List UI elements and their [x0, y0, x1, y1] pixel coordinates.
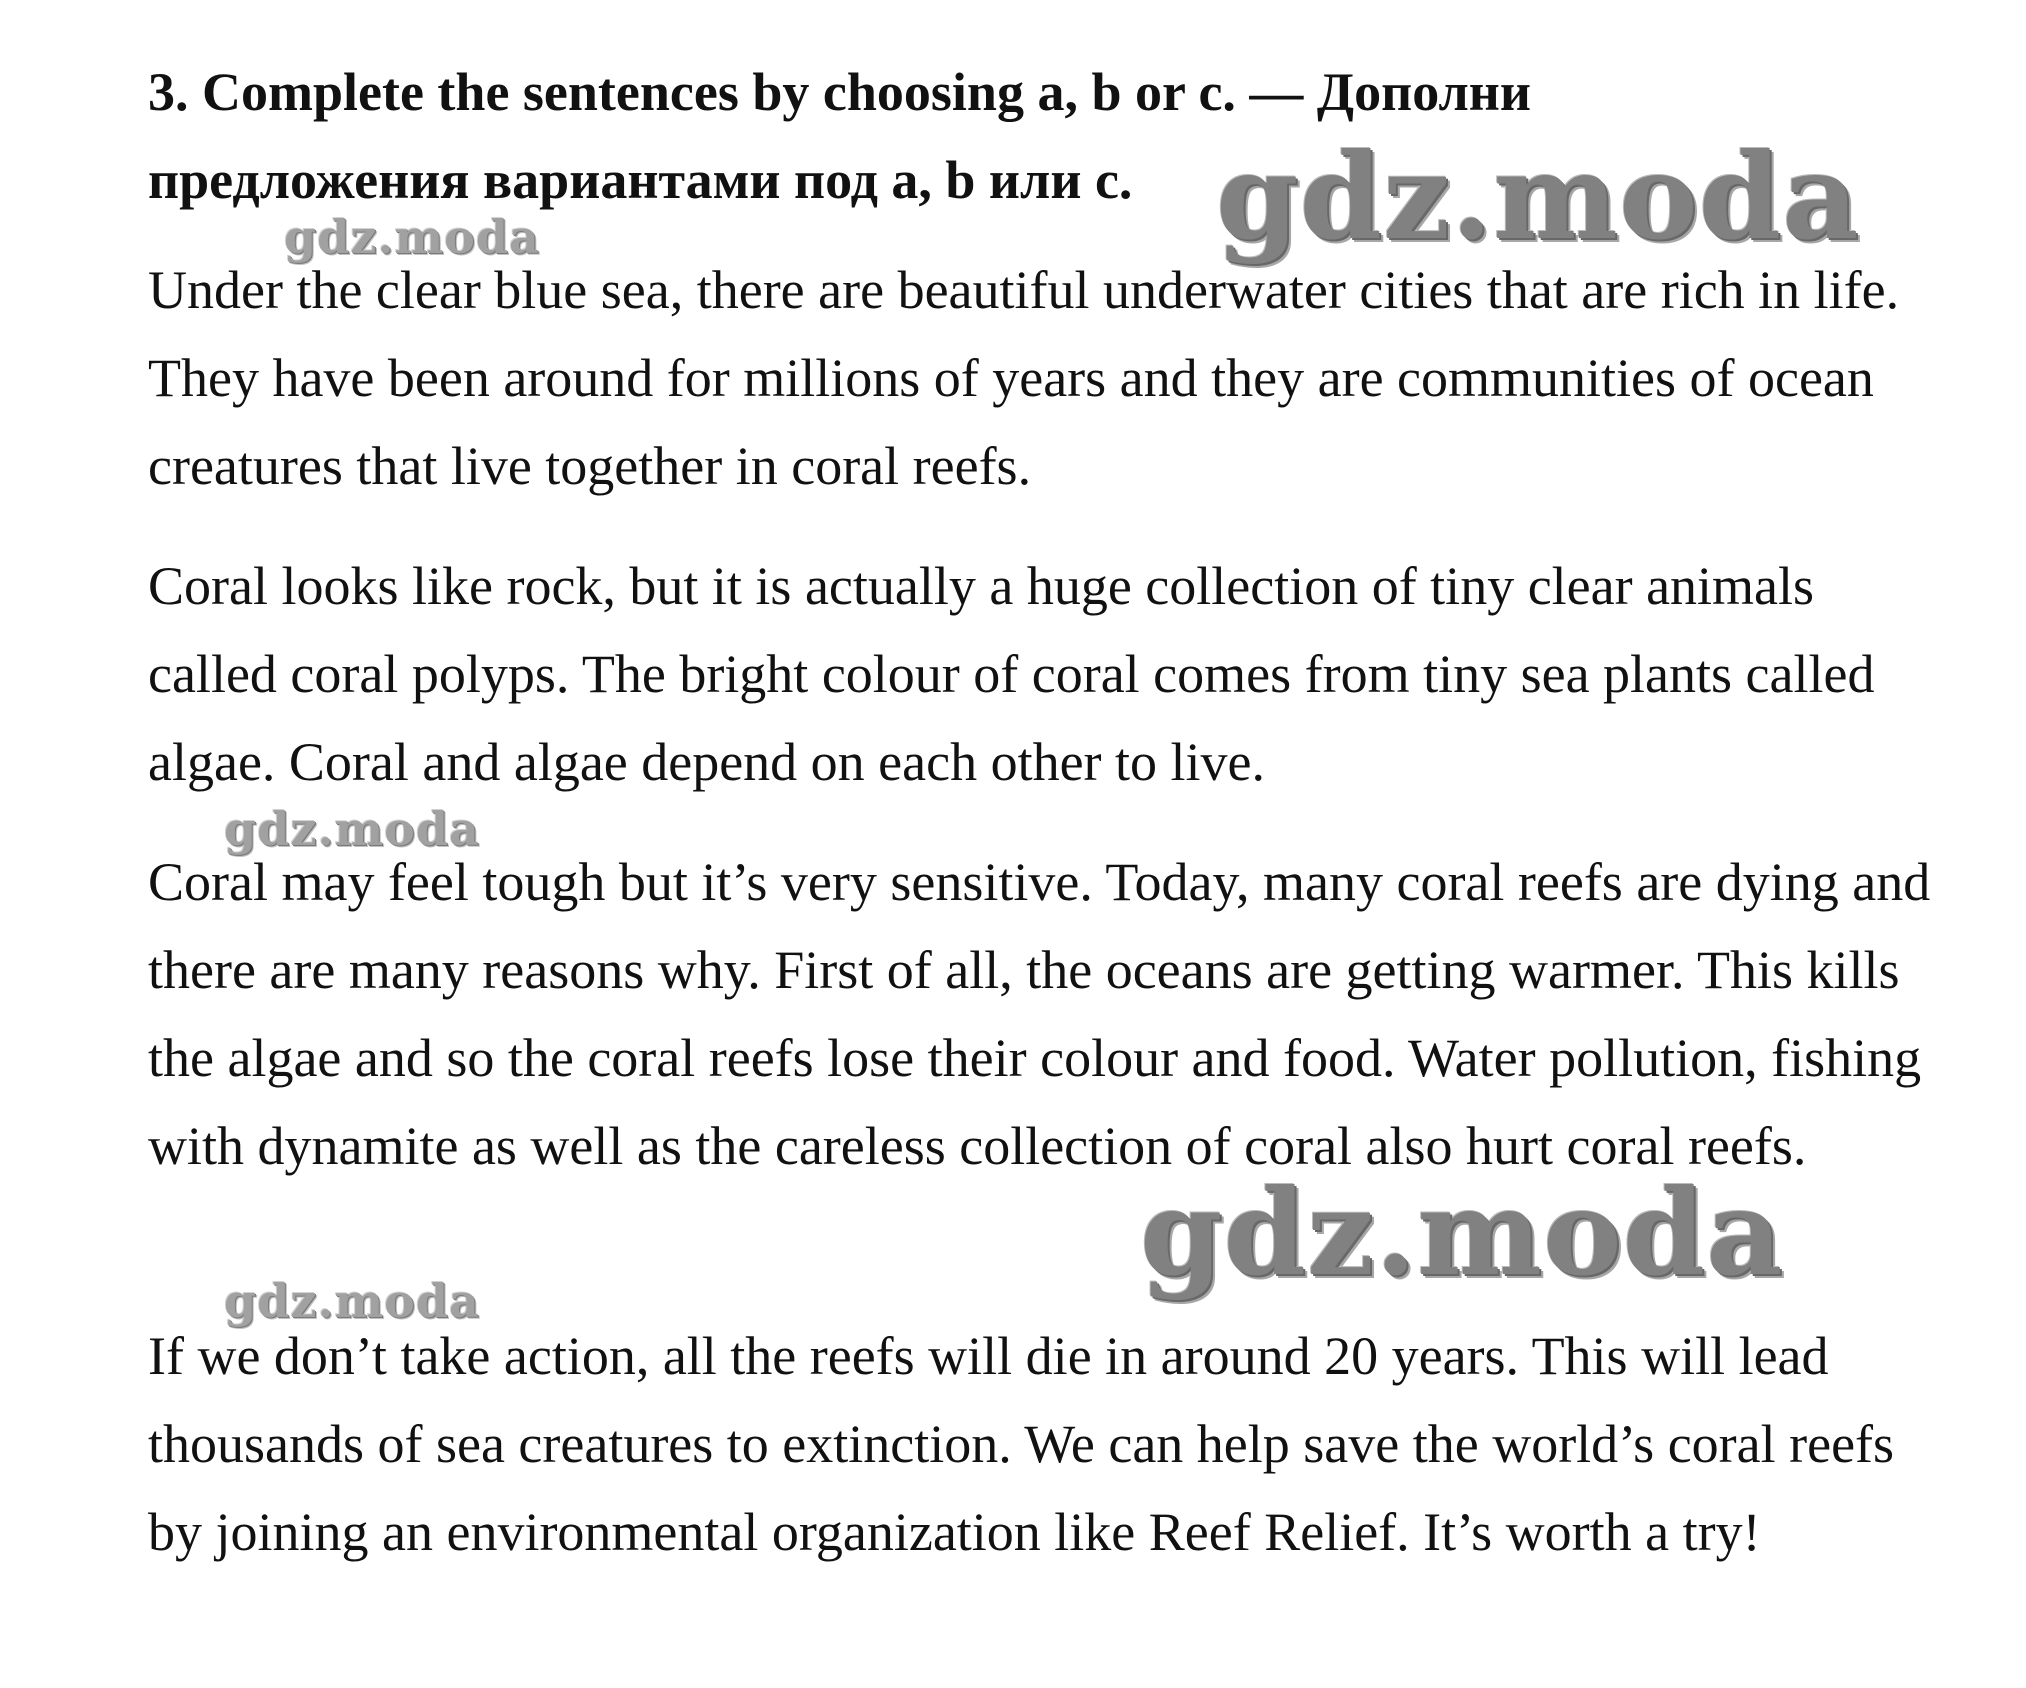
paragraph-3: Coral may feel tough but it’s very sensitive. Today, many coral reefs are dying and there are many reasons why. First of all, the oceans are getting warmer. This kills the algae and so the coral reefs lose their colour and food. Water pollution, fishing with dynamite as well as the careless collection of coral also hurt coral reefs.	[148, 852, 1931, 1176]
paragraph-1: Under the clear blue sea, there are beautiful underwater cities that are rich in life. They have been around for millions of years and they are communities of ocean creatures that live together in coral reefs.	[148, 260, 1900, 496]
watermark-logo-small-middle: gdz.moda	[224, 802, 480, 856]
watermark-logo-small-top: gdz.moda	[284, 210, 540, 264]
watermark-logo-small-bottom: gdz.moda	[224, 1274, 480, 1328]
paragraph-4: If we don’t take action, all the reefs will die in around 20 years. This will lead thousands of sea creatures to extinction. We can help save the world’s coral reefs by joining an environmental organization like Reef Relief. It’s worth a try!	[148, 1326, 1895, 1562]
exercise-title: 3. Complete the sentences by choosing a, b or c. — Дополни предложения вариантами под a, b или c.	[148, 62, 1532, 210]
watermark-logo-large-bottom: gdz.moda	[1140, 1163, 1784, 1302]
paragraph-2: Coral looks like rock, but it is actually a huge collection of tiny clear animals called coral polyps. The bright colour of coral comes from tiny sea plants called algae. Coral and algae depend on each other to live.	[148, 556, 1875, 792]
watermark-logo-large-top: gdz.moda	[1216, 127, 1860, 266]
